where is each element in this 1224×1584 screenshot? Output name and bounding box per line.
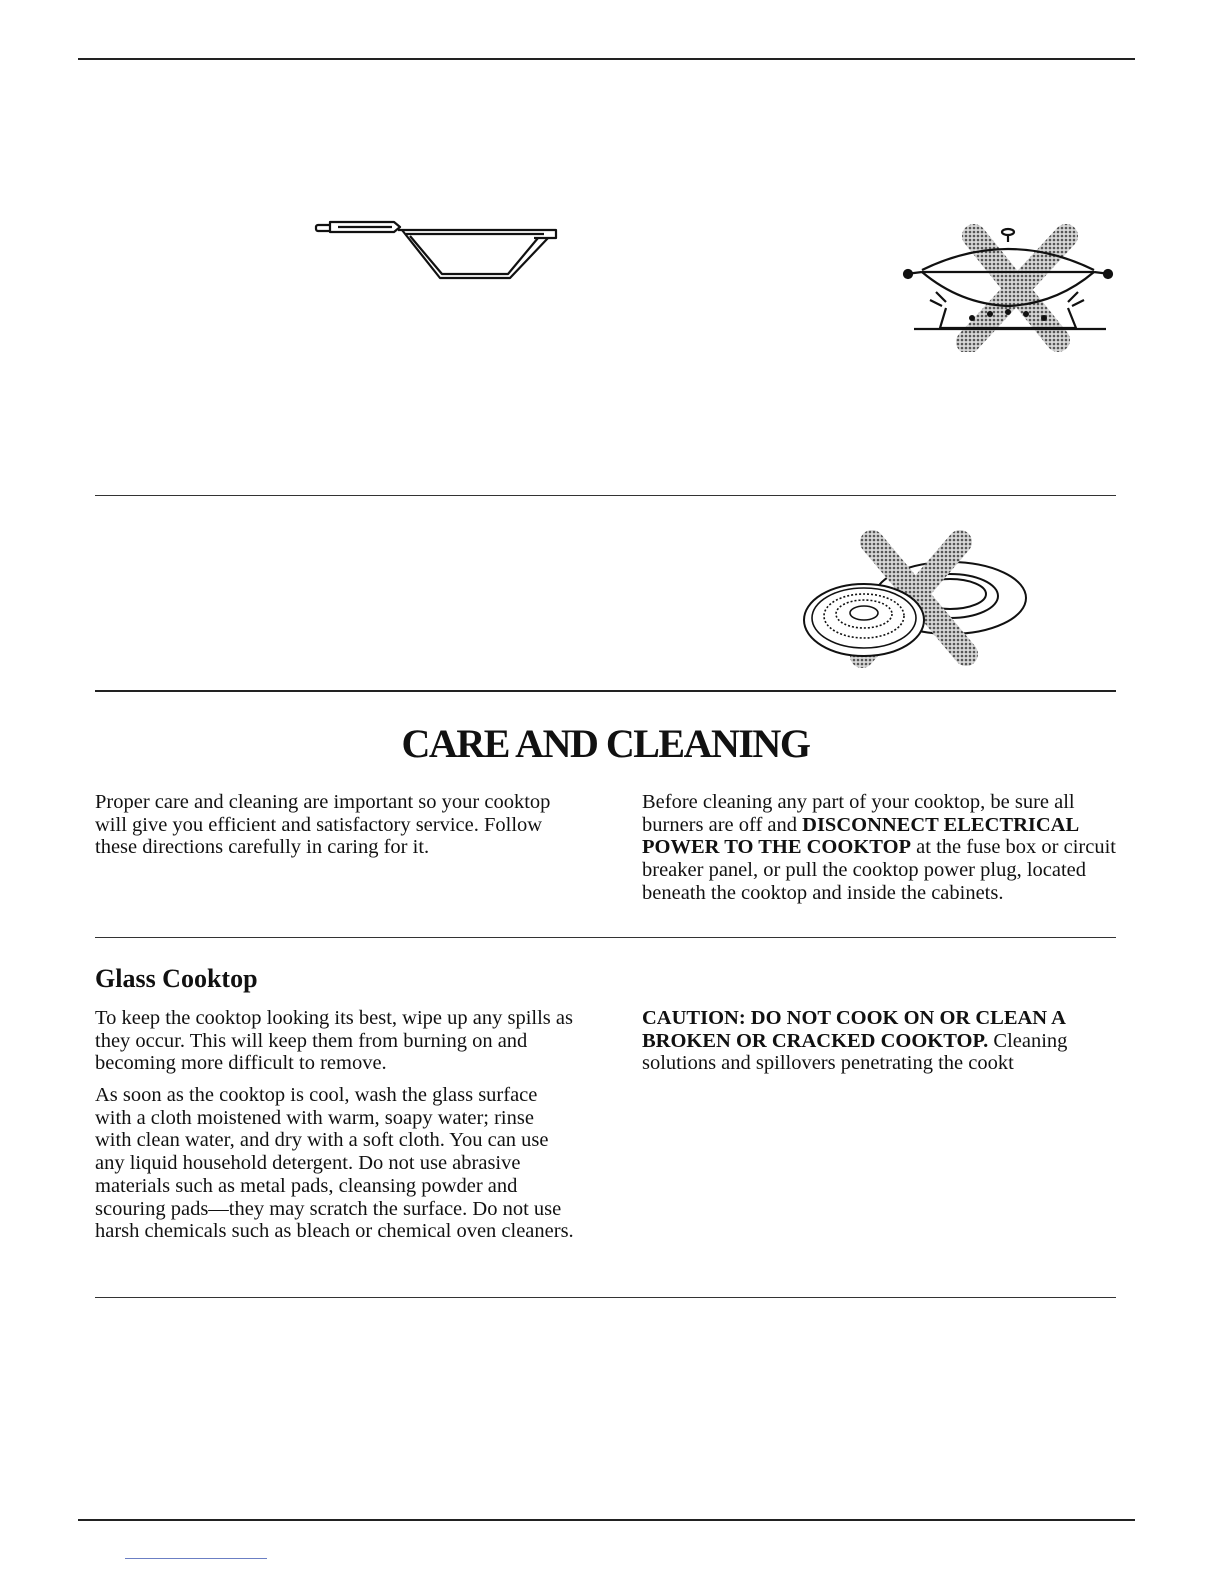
divider-1 [95,495,1116,496]
intro-right-text-1: Before cleaning any part of your cooktop, be sure all burners are off and [642,791,1075,836]
glass-cooktop-paragraph-2: As soon as the cooktop is cool, wash the glass surface with a cloth moistened with warm, soapy water; rinse with clean water, and dry with a soft cloth. You can use any liquid household detergent. Do not use abrasive materials such as metal pads, cleansing powder and scouring pads—they may scratch the surface. Do not use harsh chemicals such as bleach or chemical oven cleaners. [95,1084,574,1243]
top-rule [78,58,1135,60]
link-underline[interactable] [125,1558,267,1559]
section-title: CARE AND CLEANING [401,721,810,766]
divider-4 [95,1297,1116,1298]
disconnect-power-warning: DISCONNECT ELECTRICAL POWER TO THE COOKTOP [642,813,1079,859]
bottom-rule [78,1519,1135,1521]
burner-cover-crossed-icon [800,530,1032,670]
wok-on-ring-crossed-icon [900,222,1115,352]
glass-cooktop-paragraph-1: To keep the cooktop looking its best, wipe up any spills as they occur. This will keep them from burning on and becoming more difficult to remove. [95,1007,573,1075]
intro-right-paragraph [642,791,1116,905]
flat-pan-icon [312,218,562,286]
divider-2 [95,690,1116,692]
glass-cooktop-heading: Glass Cooktop [95,964,258,993]
caution-paragraph [642,1007,1116,1075]
caution-text: Cleaning solutions and spillovers penetrating the cookt [642,1029,1068,1075]
divider-3 [95,937,1116,938]
intro-left-paragraph: Proper care and cleaning are important so your cooktop will give you efficient and satisfactory service. Follow these directions carefully in caring for it. [95,791,551,859]
intro-right-text-2: at the fuse box or circuit breaker panel, or pull the cooktop power plug, located beneath the cooktop and inside the cabinets. [642,836,1116,904]
caution-warning: CAUTION: DO NOT COOK ON OR CLEAN A BROKEN OR CRACKED COOKTOP. [642,1007,1065,1052]
